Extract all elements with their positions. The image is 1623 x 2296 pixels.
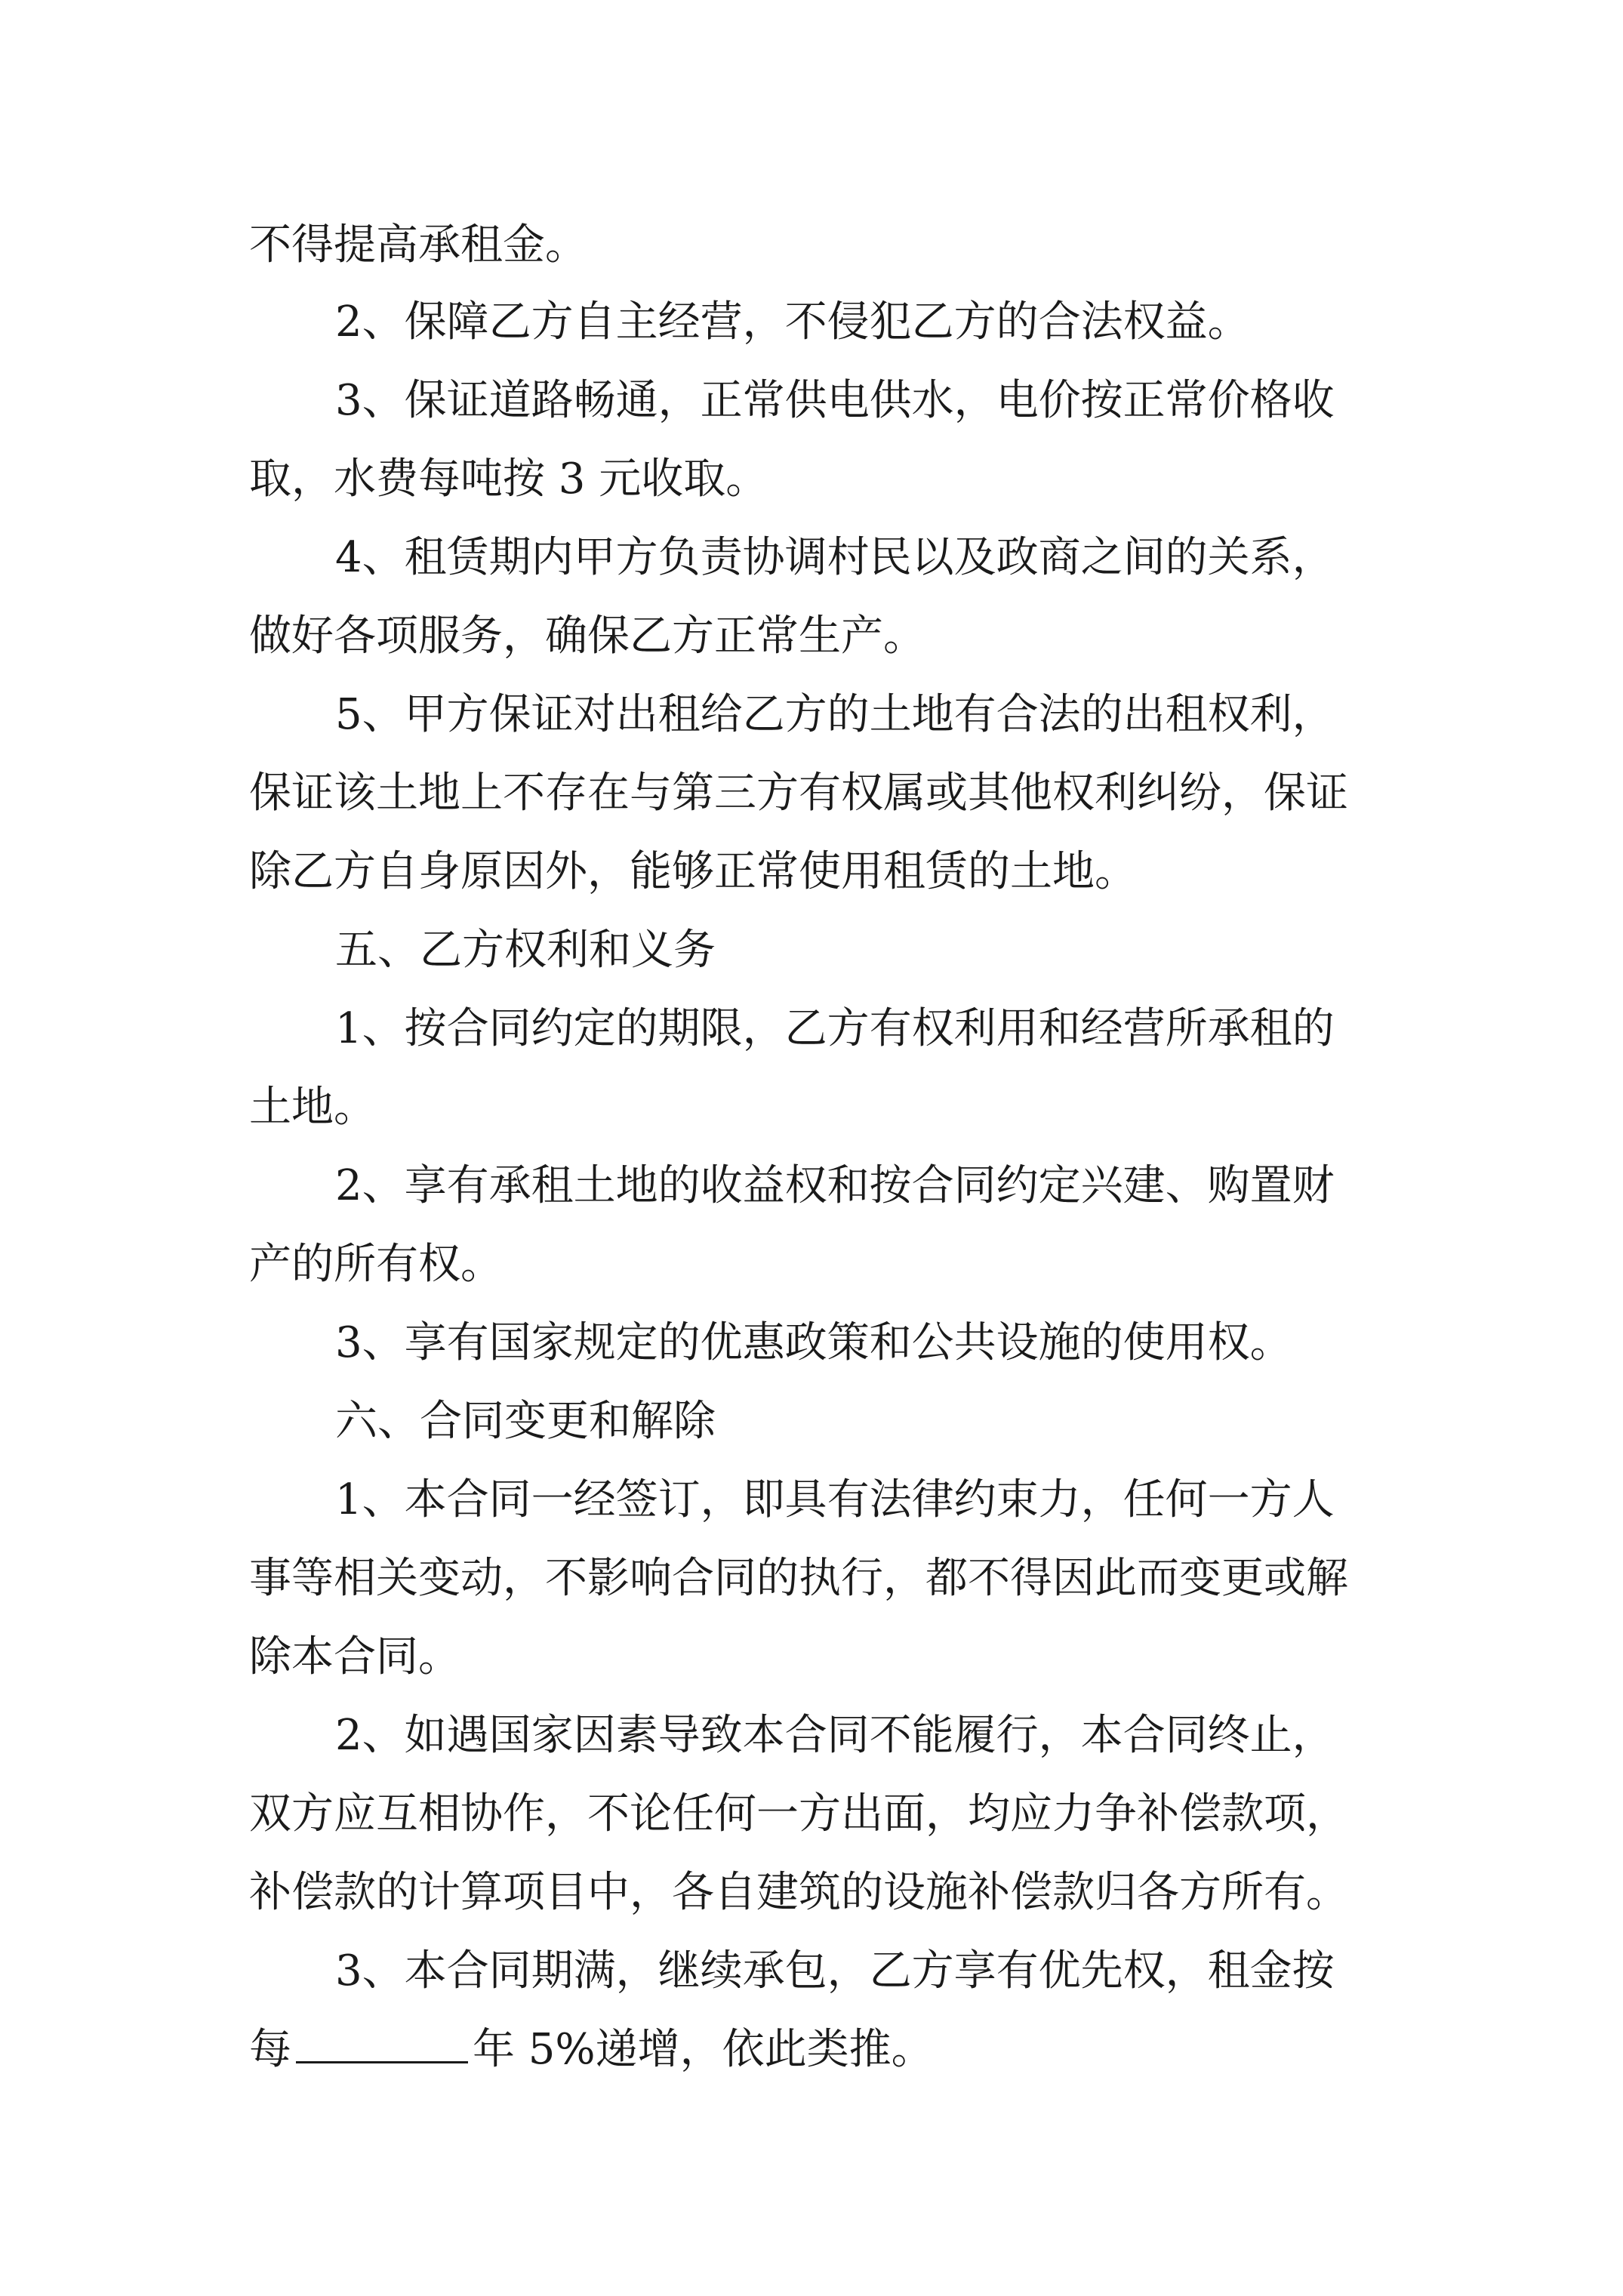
text-line: 补偿款的计算项目中，各自建筑的设施补偿款归各方所有。 — [249, 1868, 1348, 1917]
text-line: 土地。 — [249, 1083, 376, 1132]
clause-paragraph: 3、本合同期满，继续承包，乙方享有优先权，租金按 — [335, 1946, 1335, 1996]
clause-paragraph: 3、保证道路畅通，正常供电供水，电价按正常价格收 — [335, 376, 1335, 425]
line-prefix: 每 — [249, 2025, 291, 2074]
text-line: 事等相关变动，不影响合同的执行，都不得因此而变更或解 — [249, 1554, 1348, 1603]
section-heading: 六、合同变更和解除 — [335, 1397, 716, 1446]
text-line: 除乙方自身原因外，能够正常使用租赁的土地。 — [249, 847, 1137, 896]
text-line: 取，水费每吨按 3 元收取。 — [249, 455, 768, 504]
clause-paragraph: 5、甲方保证对出租给乙方的土地有合法的出租权利， — [335, 690, 1335, 739]
text-line: 产的所有权。 — [249, 1240, 503, 1289]
text-line: 不得提高承租金。 — [249, 220, 587, 270]
clause-paragraph: 4、租赁期内甲方负责协调村民以及政商之间的关系， — [335, 533, 1335, 582]
line-suffix: 年 5%递增，依此类推。 — [473, 2025, 934, 2074]
clause-paragraph: 2、保障乙方自主经营，不侵犯乙方的合法权益。 — [335, 297, 1250, 347]
text-line — [249, 2023, 934, 2076]
clause-paragraph: 1、本合同一经签订，即具有法律约束力，任何一方人 — [335, 1475, 1335, 1524]
clause-paragraph: 2、享有承租土地的收益权和按合同约定兴建、购置财 — [335, 1161, 1335, 1210]
clause-paragraph: 1、按合同约定的期限，乙方有权利用和经营所承租的 — [335, 1004, 1335, 1053]
text-line: 做好各项服务，确保乙方正常生产。 — [249, 612, 925, 661]
section-heading: 五、乙方权利和义务 — [335, 926, 716, 975]
text-line: 双方应互相协作，不论任何一方出面，均应力争补偿款项， — [249, 1789, 1348, 1838]
clause-paragraph: 3、享有国家规定的优惠政策和公共设施的使用权。 — [335, 1318, 1292, 1367]
text-line: 保证该土地上不存在与第三方有权属或其他权利纠纷，保证 — [249, 769, 1348, 818]
fill-in-blank — [296, 2023, 468, 2063]
text-line: 除本合同。 — [249, 1632, 460, 1681]
clause-paragraph: 2、如遇国家因素导致本合同不能履行，本合同终止， — [335, 1711, 1335, 1760]
